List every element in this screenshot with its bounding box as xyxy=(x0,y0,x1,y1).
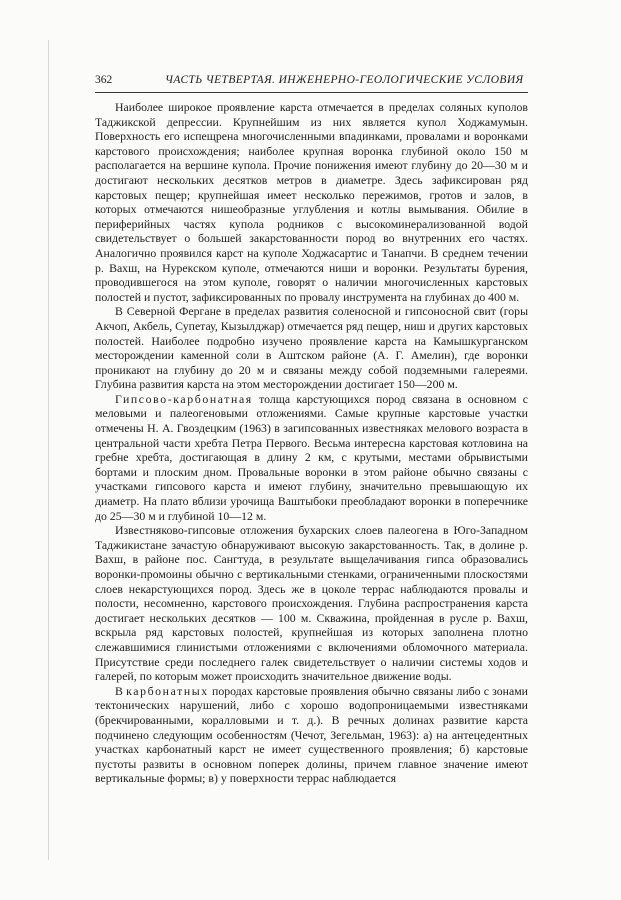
spaced-term: карбонатных xyxy=(126,683,209,698)
paragraph-gypsum-carbonate: Гипсово-карбонатная толща карстующихся пород связана в основном с меловыми и палеогеновыми отложениями. Самые крупные карстовые участки отмечены Н. А. Гвоздецким (1963) в загипсованных известняках мелового возраста в центральной части хребта Петра Первого. Весьма интересна карстовая котловина на гребне хребта, достигающая в длину 2 км, с крутыми, местами обрывистыми бортами и плоским дном. Провальные воронки в этом районе обычно связаны с участками гипсового карста и имеют глубину, значительно превышающую их диаметр. На плато вблизи урочища Ваштыбоки преобладают воронки в поперечнике до 25—30 м и глубиной 10—12 м. xyxy=(95,391,528,523)
spaced-term: Гипсово-карбонатная xyxy=(115,391,253,406)
page-number: 362 xyxy=(95,74,113,86)
running-title: ЧАСТЬ ЧЕТВЕРТАЯ. ИНЖЕНЕРНО-ГЕОЛОГИЧЕСКИЕ УСЛОВИЯ xyxy=(165,74,524,86)
paragraph-fergana: В Северной Фергане в пределах развития соленосной и гипсоносной свит (горы Акчоп, Акбель, Супетау, Кызылджар) отмечается ряд пещер, ниш и других карстовых полостей. Наиболее подробно изучено проявление карста на Камышкурганском месторождении каменной соли в Аштском районе (А. Г. Амелин), где воронки проникают на глубину до 20 м и связаны между собой подземными галереями. Глубина развития карста на этом месторождении достигает 150—200 м. xyxy=(95,304,528,392)
paragraph-bukhara-layers: Известняково-гипсовые отложения бухарских слоев палеогена в Юго-Западном Таджикистане зачастую обнаруживают высокую закарстованность. Так, в долине р. Вахш, в районе пос. Сангтуда, в результате выщелачивания гипса образовались воронки-промоины обычно с вертикальными стенками, ограниченными плоскостями слоев некарстующихся пород. Здесь же в цоколе террас наблюдаются провалы и полости, несомненно, карстового происхождения. Глубина распространения карста достигает нескольких десятков — 100 м. Скважина, пройденная в русле р. Вахш, вскрыла ряд карстовых полостей, крупнейшая из которых заполнена плотно слежавшимися глинистыми отложениями с включениями обломочного материала. Присутствие среди последнего галек свидетельствует о наличии системы ходов и галерей, по которым может происходить значительное движение воды. xyxy=(95,523,528,684)
paragraph-carbonate: В карбонатных породах карстовые проявления обычно связаны либо с зонами тектонических нарушений, либо с хорошо водопроницаемыми известняками (брекчированными, коралловыми и т. д.). В речных долинах развитие карста подчинено следующим особенностям (Чечот, Зегельман, 1963): а) на антецедентных участках карбонатный карст не имеет существенного проявления; б) карстовые пустоты развиты в основном поперек долины, причем главное значение имеют вертикальные формы; в) у поверхности террас наблюдается xyxy=(95,683,528,786)
page-edge-shadow xyxy=(48,40,49,860)
paragraph-salt-domes: Наиболее широкое проявление карста отмечается в пределах соляных куполов Таджикской депрессии. Крупнейшим из них является купол Ходжамумын. Поверхность его испещрена многочисленными впадинками, провалами и воронками карстового происхождения; наиболее крупная воронка глубиной около 150 м располагается на вершине купола. Прочие понижения имеют глубину до 20—30 м и достигают нескольких десятков метров в диаметре. Здесь зафиксирован ряд карстовых пещер; крупнейшая имеет несколько пережимов, гротов и залов, в которых отмечаются нишеобразные углубления и котлы вымывания. Обилие в периферийных частях купола родников с высокоминерализованной водой свидетельствует о большей закарстованности пород во внутренних его частях. Аналогично проявился карст на куполе Ходжасартис и Танапчи. В среднем течении р. Вахш, на Нурекском куполе, отмечаются ниши и воронки. Результаты бурения, проводившегося на этом куполе, говорят о наличии многочисленных карстовых полостей и пустот, зафиксированных по провалу инструмента на глубинах до 400 м. xyxy=(95,100,528,304)
body-text xyxy=(95,100,528,786)
running-header xyxy=(95,74,528,93)
